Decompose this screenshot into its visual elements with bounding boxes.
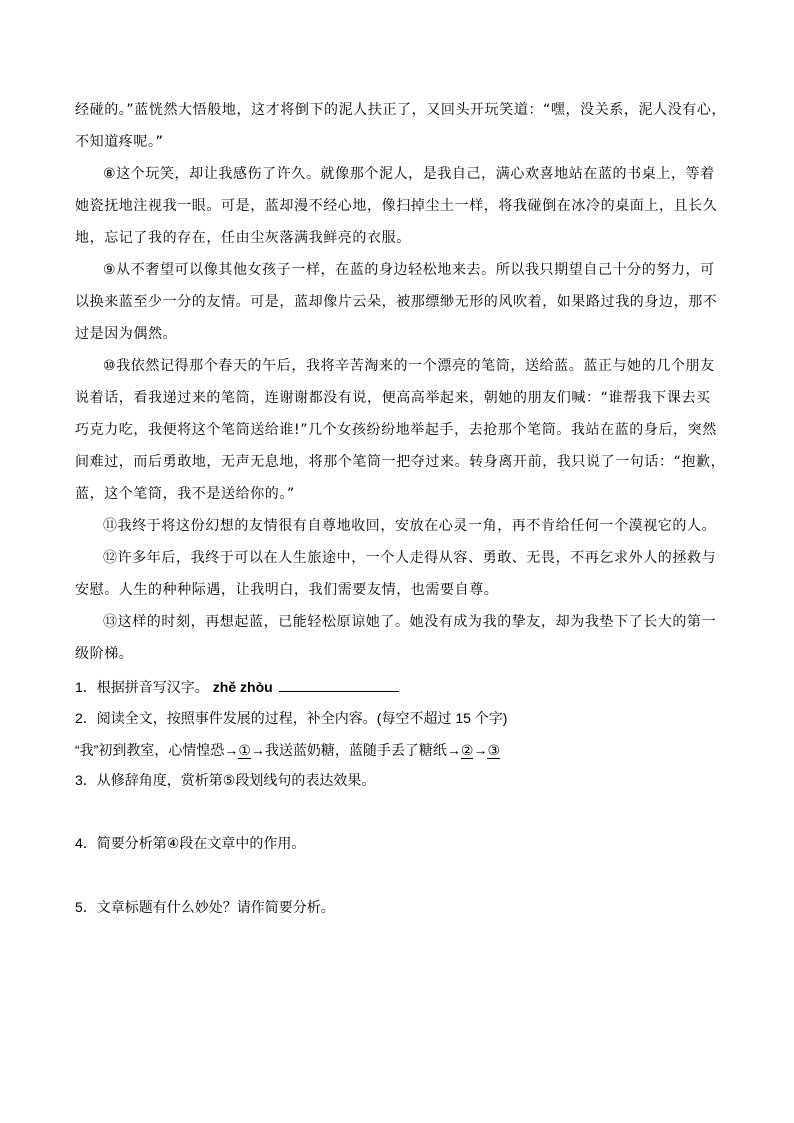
passage-line: 巧克力吃，我便将这个笔筒送给谁!”几个女孩纷纷地举起手，去抢那个笔筒。我站在蓝的身后，突然	[75, 422, 717, 438]
arrow: →	[473, 742, 488, 758]
paragraph-10: ⑩我依然记得那个春天的午后，我将辛苦淘来的一个漂亮的笔筒，送给蓝。蓝正与她的几个朋友	[103, 358, 715, 374]
question-text: 简要分析第④段在文章中的作用。	[96, 835, 306, 851]
blank-3[interactable]: ③	[487, 742, 501, 758]
blank-2[interactable]: ②	[460, 742, 474, 758]
passage-line: 以换来蓝至少一分的友情。可是，蓝却像片云朵，被那缥缈无形的风吹着，如果路过我的身边，那不	[75, 294, 718, 310]
blank-1[interactable]: ①	[238, 742, 251, 758]
question-2	[75, 708, 507, 728]
paragraph-13: ⑬这样的时刻，再想起蓝，已能轻松原谅她了。她没有成为我的挚友，却为我垫下了长大的第一	[103, 614, 717, 630]
question-number: 3．	[75, 772, 97, 788]
question-text: 从修辞角度，赏析第⑤段划线句的表达效果。	[96, 772, 376, 788]
passage-line: 经碰的。”蓝恍然大悟般地，这才将倒下的泥人扶正了，又回头开玩笑道：“嘿，没关系，泥人没有心，	[75, 102, 727, 118]
passage-line: 蓝，这个笔筒，我不是送给你的。”	[75, 486, 295, 502]
passage-line: 说着话，看我递过来的笔筒，连谢谢都没有说，便高高举起来，朝她的朋友们喊：“谁帮我下课去买	[75, 390, 711, 406]
question-4	[75, 833, 305, 853]
paragraph-8: ⑧这个玩笑，却让我感伤了许久。就像那个泥人，是我自己，满心欢喜地站在蓝的书桌上，等着	[103, 166, 715, 182]
flow-text: →我送蓝奶糖，蓝随手丢了糖纸→	[250, 742, 461, 758]
question-number: 4．	[75, 835, 97, 851]
passage-line: 她瓷抚地注视我一眼。可是，蓝却漫不经心地，像扫掉尘土一样，将我碰倒在冰冷的桌面上，且长久	[75, 198, 718, 214]
passage-line: 间难过，而后勇敢地，无声无息地，将那个笔筒一把夺过来。转身离开前，我只说了一句话：“抱歉，	[75, 454, 726, 470]
passage-line: 地，忘记了我的存在，任由尘灰落满我鲜亮的衣服。	[75, 230, 411, 246]
answer-blank[interactable]	[279, 677, 399, 692]
question-5	[75, 897, 335, 917]
question-number: 5．	[75, 899, 97, 915]
paragraph-9: ⑨从不奢望可以像其他女孩子一样，在蓝的身边轻松地来去。所以我只期望自己十分的努力，可	[103, 262, 715, 278]
question-number: 1．	[75, 679, 97, 695]
passage-line: 级阶梯。	[75, 646, 134, 662]
flow-text: “我”初到教室，心情惶恐→	[75, 742, 239, 758]
passage-line: 过是因为偶然。	[75, 326, 178, 342]
paragraph-12: ⑫许多年后，我终于可以在人生旅途中，一个人走得从容、勇敢、无畏，不再乞求外人的拯救与	[103, 550, 717, 566]
question-1	[75, 677, 399, 697]
pinyin: zhě zhòu	[212, 679, 273, 695]
question-text: 文章标题有什么妙处？请作简要分析。	[96, 899, 335, 915]
question-2-flow	[75, 740, 500, 760]
question-text: 根据拼音写汉字。	[96, 679, 209, 695]
passage-line: 安慰。人生的种种际遇，让我明白，我们需要友情，也需要自尊。	[75, 582, 499, 598]
question-number: 2．	[75, 710, 97, 726]
passage-line: 不知道疼呢。”	[75, 134, 164, 150]
question-text: 阅读全文，按照事件发展的过程，补全内容。(每空不超过 15 个字)	[96, 710, 508, 726]
paragraph-11: ⑪我终于将这份幻想的友情很有自尊地收回，安放在心灵一角，再不肯给任何一个漠视它的人。	[103, 518, 717, 534]
question-3	[75, 770, 375, 790]
